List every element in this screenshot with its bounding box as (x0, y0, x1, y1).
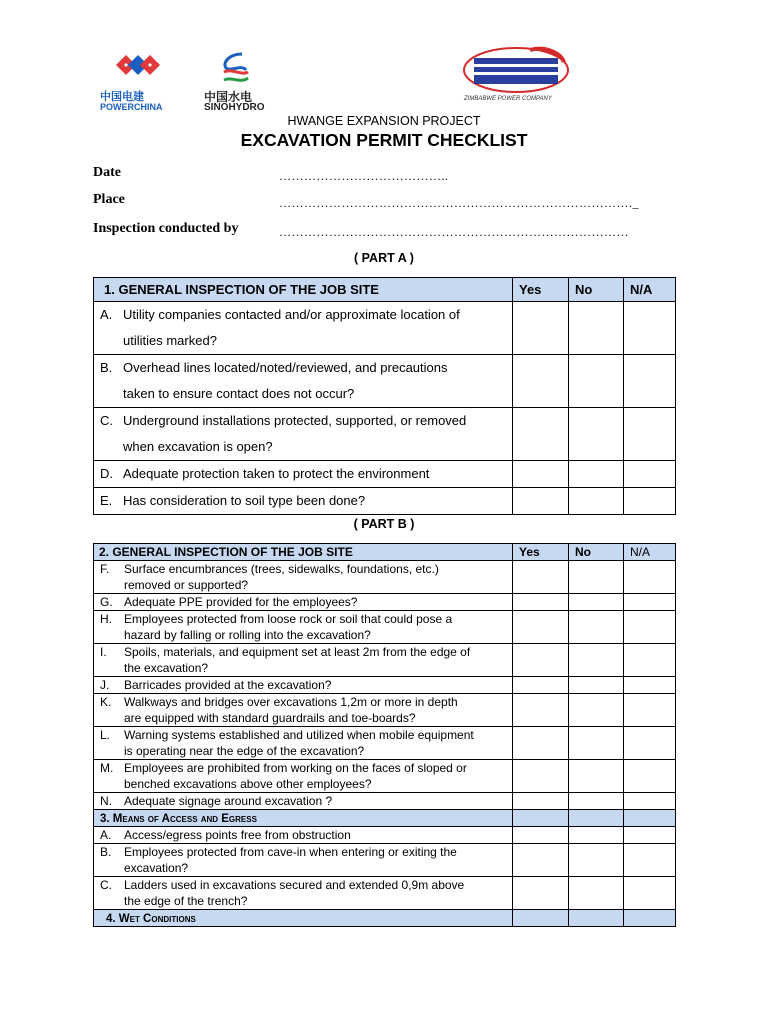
logo-bar (94, 44, 574, 116)
item-letter: I. (100, 645, 107, 659)
item-text: Spoils, materials, and equipment set at least 2m from the edge of (124, 645, 471, 659)
no-checkbox-cell[interactable] (569, 611, 624, 644)
item-text: the edge of the trench? (124, 894, 248, 908)
no-checkbox-cell[interactable] (569, 302, 624, 355)
na-checkbox-cell[interactable] (624, 611, 676, 644)
part-a-label: ( PART A ) (354, 251, 414, 265)
no-checkbox-cell[interactable] (569, 694, 624, 727)
item-text: Ladders used in excavations secured and extended 0,9m above (124, 878, 465, 892)
item-letter: H. (100, 612, 112, 626)
item-text: Utility companies contacted and/or approximate location of (123, 307, 460, 322)
yes-column-header: Yes (513, 278, 569, 302)
table-row (94, 677, 676, 694)
item-text: Adequate PPE provided for the employees? (124, 595, 358, 609)
page-title: EXCAVATION PERMIT CHECKLIST (240, 130, 528, 150)
no-checkbox-cell[interactable] (569, 488, 624, 515)
place-label: Place (93, 192, 125, 207)
part-b-header-row (94, 544, 676, 561)
table-row (94, 594, 676, 611)
na-checkbox-cell[interactable] (624, 461, 676, 488)
item-text: taken to ensure contact does not occur? (123, 386, 355, 401)
sinohydro-en-text: SINOHYDRO (204, 102, 265, 113)
item-text: Underground installations protected, supported, or removed (123, 413, 467, 428)
part-a-table (93, 277, 676, 515)
item-letter: B. (100, 845, 112, 859)
item-text: Adequate signage around excavation ? (124, 794, 333, 808)
item-letter: D. (100, 466, 113, 481)
table-row (94, 355, 676, 408)
project-name: HWANGE EXPANSION PROJECT (287, 114, 481, 128)
no-checkbox-cell[interactable] (569, 727, 624, 760)
powerchina-cn-text: 中国电建 (100, 91, 144, 103)
na-checkbox-cell[interactable] (624, 877, 676, 910)
zpc-caption: ZIMBABWE POWER COMPANY (464, 96, 552, 102)
item-text: Adequate protection taken to protect the environment (123, 466, 430, 481)
section-3-header-row (94, 810, 676, 827)
date-field[interactable]: ………………………………….. (279, 169, 449, 183)
inspector-label: Inspection conducted by (93, 221, 239, 236)
table-row (94, 877, 676, 910)
powerchina-en-text: POWERCHINA (100, 102, 163, 112)
no-checkbox-cell[interactable] (569, 760, 624, 793)
no-checkbox-cell[interactable] (569, 877, 624, 910)
yes-checkbox-cell[interactable] (513, 302, 569, 355)
yes-column-header: Yes (513, 544, 569, 561)
yes-checkbox-cell[interactable] (513, 408, 569, 461)
na-checkbox-cell[interactable] (624, 793, 676, 810)
na-column-header: N/A (624, 278, 676, 302)
item-letter: F. (100, 562, 110, 576)
na-checkbox-cell[interactable] (624, 488, 676, 515)
na-checkbox-cell[interactable] (624, 760, 676, 793)
section-4-title: 4. Wet Conditions (106, 913, 196, 925)
item-text: excavation? (124, 861, 189, 875)
no-checkbox-cell[interactable] (569, 844, 624, 877)
yes-checkbox-cell[interactable] (513, 561, 569, 594)
item-text: are equipped with standard guardrails and toe-boards? (124, 711, 416, 725)
item-text: is operating near the edge of the excavation? (124, 744, 365, 758)
no-column-header: No (569, 544, 624, 561)
table-row (94, 461, 676, 488)
item-text: Walkways and bridges over excavations 1,2m or more in depth (124, 695, 458, 709)
item-text: Employees protected from loose rock or soil that could pose a (124, 612, 453, 626)
table-row (94, 561, 676, 594)
yes-checkbox-cell[interactable] (513, 727, 569, 760)
item-text: Overhead lines located/noted/reviewed, and precautions (123, 360, 448, 375)
part-b-label: ( PART B ) (353, 517, 415, 531)
sinohydro-mark-icon (212, 50, 258, 90)
item-letter: C. (100, 413, 113, 428)
item-text: the excavation? (124, 661, 209, 675)
part-b-table (93, 543, 676, 927)
zpc-mark-icon (460, 44, 572, 100)
yes-checkbox-cell[interactable] (513, 694, 569, 727)
table-row (94, 644, 676, 677)
na-checkbox-cell[interactable] (624, 594, 676, 611)
yes-checkbox-cell[interactable] (513, 611, 569, 644)
item-letter: A. (100, 307, 113, 322)
zpc-logo (460, 44, 572, 114)
item-text: Employees are prohibited from working on the faces of sloped or (124, 761, 467, 775)
item-letter: E. (100, 493, 113, 508)
table-row (94, 408, 676, 461)
yes-checkbox-cell[interactable] (513, 877, 569, 910)
item-text: removed or supported? (124, 578, 249, 592)
yes-checkbox-cell[interactable] (513, 488, 569, 515)
no-checkbox-cell[interactable] (569, 594, 624, 611)
yes-checkbox-cell[interactable] (513, 844, 569, 877)
na-checkbox-cell[interactable] (624, 844, 676, 877)
na-checkbox-cell[interactable] (624, 355, 676, 408)
item-text: Has consideration to soil type been done? (123, 493, 366, 508)
section-4-header-row (94, 910, 676, 927)
item-letter: M. (100, 761, 114, 775)
na-checkbox-cell[interactable] (624, 727, 676, 760)
part-a-header-row (94, 278, 676, 302)
table-row (94, 727, 676, 760)
item-text: Access/egress points free from obstruction (124, 828, 351, 842)
sinohydro-cn-text: 中国水电 (204, 90, 253, 104)
na-checkbox-cell[interactable] (624, 302, 676, 355)
item-text: hazard by falling or rolling into the excavation? (124, 628, 371, 642)
na-checkbox-cell[interactable] (624, 644, 676, 677)
table-row (94, 827, 676, 844)
table-row (94, 488, 676, 515)
item-letter: A. (100, 828, 112, 842)
table-row (94, 844, 676, 877)
item-text: benched excavations above other employees? (124, 777, 372, 791)
no-checkbox-cell[interactable] (569, 461, 624, 488)
item-text: Surface encumbrances (trees, sidewalks, foundations, etc.) (124, 562, 439, 576)
item-letter: K. (100, 695, 112, 709)
na-checkbox-cell[interactable] (624, 408, 676, 461)
yes-checkbox-cell[interactable] (513, 644, 569, 677)
na-checkbox-cell[interactable] (624, 694, 676, 727)
table-row (94, 760, 676, 793)
no-checkbox-cell[interactable] (569, 827, 624, 844)
item-letter: C. (100, 878, 112, 892)
item-text: utilities marked? (123, 333, 217, 348)
item-letter: N. (100, 794, 112, 808)
yes-checkbox-cell[interactable] (513, 461, 569, 488)
no-checkbox-cell[interactable] (569, 561, 624, 594)
item-letter: J. (100, 678, 110, 692)
na-column-header: N/A (624, 544, 676, 561)
yes-checkbox-cell[interactable] (513, 594, 569, 611)
item-letter: G. (100, 595, 113, 609)
no-checkbox-cell[interactable] (569, 677, 624, 694)
section-3-title: 3. Means of Access and Egress (100, 813, 257, 825)
yes-checkbox-cell[interactable] (513, 760, 569, 793)
item-text: Warning systems established and utilized when mobile equipment (124, 728, 474, 742)
table-row (94, 611, 676, 644)
yes-checkbox-cell[interactable] (513, 827, 569, 844)
date-label: Date (93, 165, 121, 180)
item-text: Barricades provided at the excavation? (124, 678, 332, 692)
no-checkbox-cell[interactable] (569, 793, 624, 810)
table-row (94, 793, 676, 810)
no-checkbox-cell[interactable] (569, 644, 624, 677)
yes-checkbox-cell[interactable] (513, 677, 569, 694)
na-checkbox-cell[interactable] (624, 561, 676, 594)
inspector-field[interactable]: ………………………………………………………………………… (279, 225, 629, 239)
no-checkbox-cell[interactable] (569, 408, 624, 461)
na-checkbox-cell[interactable] (624, 677, 676, 694)
item-letter: B. (100, 360, 113, 375)
no-column-header: No (569, 278, 624, 302)
part-a-section-title: 1. GENERAL INSPECTION OF THE JOB SITE (94, 278, 513, 302)
item-text: Employees protected from cave-in when entering or exiting the (124, 845, 457, 859)
item-letter: L. (100, 728, 111, 742)
part-b-section-title: 2. GENERAL INSPECTION OF THE JOB SITE (94, 544, 513, 561)
table-row (94, 694, 676, 727)
na-checkbox-cell[interactable] (624, 827, 676, 844)
powerchina-mark-icon (113, 50, 163, 80)
table-row (94, 302, 676, 355)
place-field[interactable]: …………………………………………………………………………._ (279, 196, 639, 210)
yes-checkbox-cell[interactable] (513, 355, 569, 408)
yes-checkbox-cell[interactable] (513, 793, 569, 810)
item-text: when excavation is open? (123, 439, 273, 454)
no-checkbox-cell[interactable] (569, 355, 624, 408)
